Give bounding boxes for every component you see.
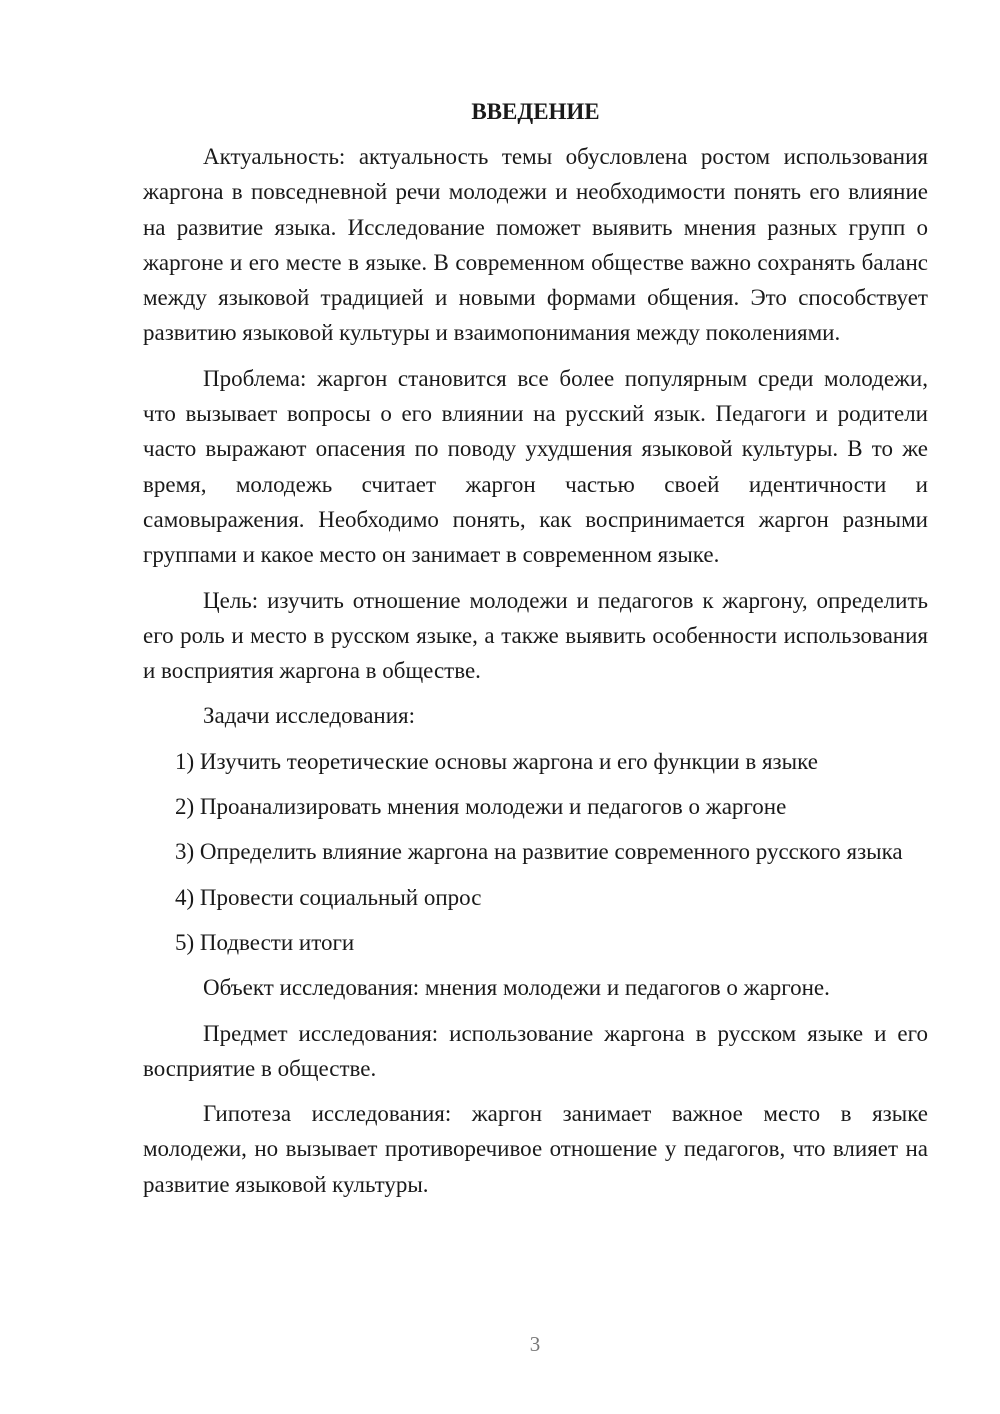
- tasks-heading: Задачи исследования:: [203, 703, 416, 729]
- task-item: 3) Определить влияние жаргона на развитие современного русского языка: [175, 839, 903, 865]
- task-item: 4) Провести социальный опрос: [175, 884, 482, 910]
- subject-paragraph: Предмет исследования: использование жаргона в русском языке и его восприятие в обществе.: [143, 1020, 928, 1081]
- section-title: ВВЕДЕНИЕ: [471, 99, 600, 124]
- tasks-list: [143, 744, 928, 960]
- page-number: 3: [529, 1332, 541, 1356]
- relevance-paragraph: Актуальность: актуальность темы обусловлена ростом использования жаргона в повседневной речи молодежи и необходимости понять его влияние на развитие языка. Исследование поможет выявить мнения разных групп о жаргоне и его месте в языке. В современном обществе важно сохранять баланс между языковой традицией и новыми формами общения. Это способствует развитию языковой культуры и взаимопонимания между поколениями.: [143, 144, 928, 346]
- object-paragraph: Объект исследования: мнения молодежи и педагогов о жаргоне.: [203, 975, 830, 1001]
- goal-paragraph: Цель: изучить отношение молодежи и педагогов к жаргону, определить его роль и место в русском языке, а также выявить особенности использования и восприятия жаргона в обществе.: [143, 587, 928, 684]
- page-content: [143, 94, 928, 1202]
- hypothesis-paragraph: Гипотеза исследования: жаргон занимает важное место в языке молодежи, но вызывает противоречивое отношение у педагогов, что влияет на развитие языковой культуры.: [143, 1101, 928, 1197]
- task-item: 1) Изучить теоретические основы жаргона и его функции в языке: [175, 748, 818, 774]
- task-item: 2) Проанализировать мнения молодежи и педагогов о жаргоне: [175, 794, 787, 820]
- task-item: 5) Подвести итоги: [175, 929, 355, 955]
- problem-paragraph: Проблема: жаргон становится все более популярным среди молодежи, что вызывает вопросы о его влиянии на русский язык. Педагоги и родители часто выражают опасения по поводу ухудшения языковой культуры. В то же время, молодежь считает жаргон частью своей идентичности и самовыражения. Необходимо понять, как воспринимается жаргон разными группами и какое место он занимает в современном языке.: [143, 365, 928, 568]
